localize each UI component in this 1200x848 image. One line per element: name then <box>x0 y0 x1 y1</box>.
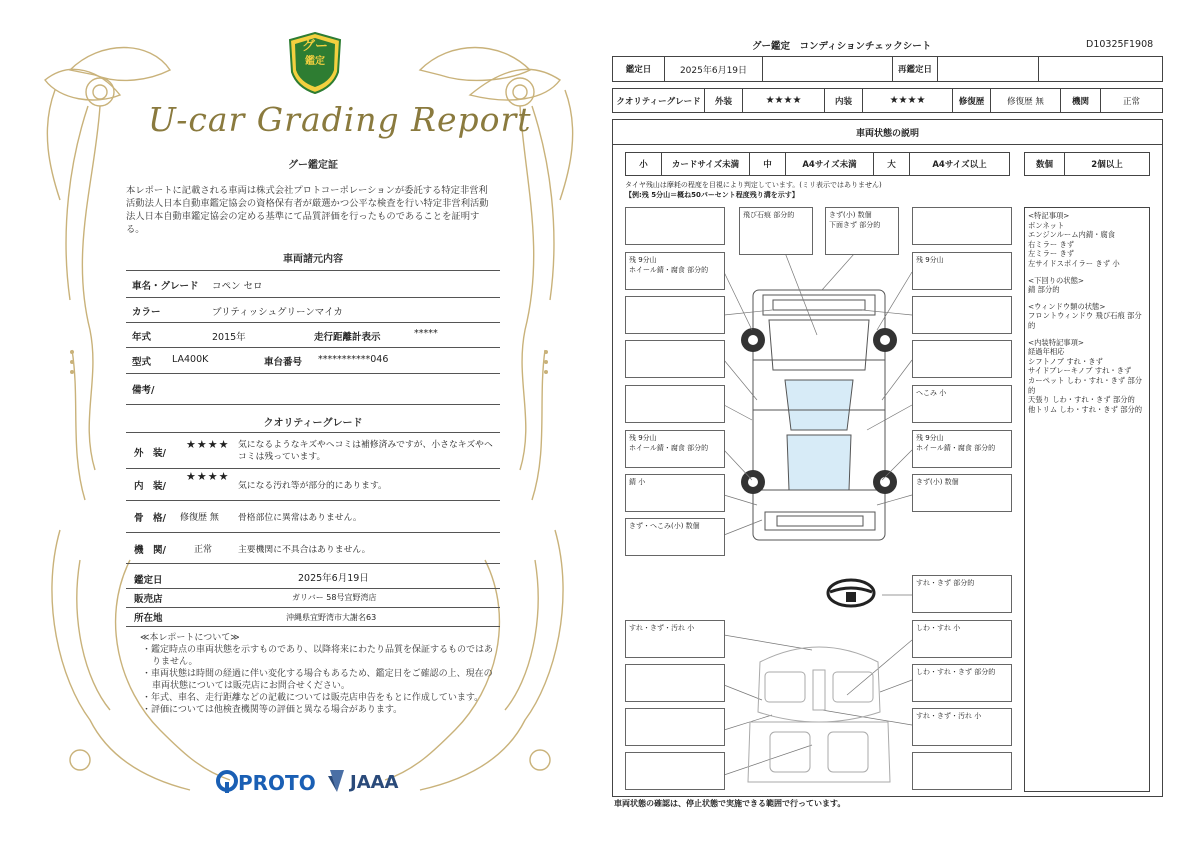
quality-grade-row <box>612 88 1163 113</box>
grade-label: クオリティーグレード <box>613 89 705 112</box>
engine-value: 正常 <box>194 545 213 555</box>
note-item: ・車両状態は時間の経過に伴い変化する場合もあるため、鑑定日をご確認の上、現在の車両状態については販売店にお問合せください。 <box>142 669 493 691</box>
detail-box <box>912 296 1012 334</box>
history-label: 修復歴 <box>953 89 991 112</box>
interior-stars: ★★★★ <box>863 89 953 112</box>
cert-text: 本レポートに記載される車両は株式会社プロトコーポレーションが委託する特定非営利活動法人日本自動車鑑定協会の資格保有者が厳選かつ公平な検査を行い特定非営利活動法人日本自動車鑑定協会の定める基準にて品質評価を行ったものであることを証明する。 <box>126 185 489 235</box>
detail-box <box>625 207 725 245</box>
model-label: 型式 <box>132 357 152 368</box>
shop-value: ガリバー 58号宜野湾店 <box>292 593 377 602</box>
date-label: 鑑定日 <box>134 575 163 586</box>
detail-box-int-right-3: すれ・きず・汚れ 小 <box>912 708 1012 746</box>
condition-title: 車両状態の説明 <box>855 129 919 139</box>
name-label: 車名・グレード <box>132 281 199 292</box>
spec-row-model <box>126 347 500 374</box>
info-row-address <box>126 607 500 627</box>
proto-text: PROTO <box>238 771 316 795</box>
spec-row-name <box>126 270 500 298</box>
group-item: 左ミラー きず <box>1028 249 1075 259</box>
interior-stars: ★★★★ <box>186 470 230 483</box>
color-value: ブリティッシュグリーンマイカ <box>212 307 343 318</box>
info-row-shop <box>126 588 500 608</box>
legend-small: 小 <box>626 153 662 175</box>
group-item: ボンネット <box>1028 220 1065 230</box>
group-title: <下回りの状態> <box>1028 275 1085 285</box>
date-label: 鑑定日 <box>613 57 665 81</box>
interior-text: 気になる汚れ等が部分的にあります。 <box>238 481 387 491</box>
group-item: 左サイドスポイラー きず 小 <box>1028 258 1120 268</box>
proto-mark-icon <box>216 770 238 794</box>
remarks-label: 備考/ <box>132 385 155 396</box>
empty-cell <box>763 57 893 81</box>
detail-box <box>625 296 725 334</box>
reappraisal-label: 再鑑定日 <box>893 57 938 81</box>
detail-box <box>625 340 725 378</box>
detail-box-left-rear: 錆 小 <box>625 474 725 512</box>
detail-box-right-rear-tire: 残 9分山 ホイール錆・腐食 部分的 <box>912 430 1012 468</box>
notes-group-underbody <box>1028 276 1146 295</box>
legend-count-desc: 2個以上 <box>1091 160 1123 170</box>
detail-box-left-front-tire: 残 9分山 ホイール錆・腐食 部分的 <box>625 252 725 290</box>
exterior-label: 外 装/ <box>134 448 166 459</box>
detail-box <box>625 752 725 790</box>
note-item: ・年式、車名、走行距離などの記載については販売店申告をもとに作成しています。 <box>142 693 484 703</box>
group-title: <特記事項> <box>1028 211 1070 220</box>
detail-box-rear-bumper: きず・へこみ(小) 数個 <box>625 518 725 556</box>
legend-medium: 中 <box>750 153 786 175</box>
group-title: <ウィンドウ類の状態> <box>1028 301 1106 311</box>
detail-box-front-glass: 飛び石痕 部分的 <box>739 207 813 255</box>
address-label: 所在地 <box>134 613 163 624</box>
color-label: カラー <box>132 307 161 318</box>
count-legend <box>1024 152 1150 176</box>
notes-title: ≪本レポートについて≫ <box>140 633 240 643</box>
detail-box <box>912 752 1012 790</box>
note-item: ・評価については他検査機関等の評価と異なる場合があります。 <box>142 705 403 715</box>
group-item: サイドブレーキノブ すれ・きず <box>1028 366 1132 376</box>
date-value: 2025年6月19日 <box>665 57 763 81</box>
detail-box-right-door: へこみ 小 <box>912 385 1012 423</box>
cert-title: グー鑑定証 <box>288 160 338 171</box>
detail-box-int-right-1: しわ・すれ 小 <box>912 620 1012 658</box>
notes-group-general <box>1028 211 1146 269</box>
exterior-stars: ★★★★ <box>186 438 230 451</box>
tire-note-1: タイヤ残山は摩耗の程度を目視により判定しています。(ミリ表示ではありません) <box>625 181 882 189</box>
quality-row-exterior <box>126 432 500 469</box>
group-item: 錆 部分的 <box>1028 285 1060 295</box>
logo-text-top: グー <box>301 39 328 54</box>
frame-label: 骨 格/ <box>134 513 166 524</box>
frame-text: 骨格部位に異常はありません。 <box>238 513 362 523</box>
footer-note: 車両状態の確認は、停止状態で実施できる範囲で行っています。 <box>614 799 846 808</box>
report-script-title: U-car Grading Report <box>148 100 532 139</box>
engine-text: 主要機関に不具合はありません。 <box>238 545 371 555</box>
group-item: 天張り しわ・すれ・きず 部分的 <box>1028 395 1135 405</box>
detail-box <box>625 385 725 423</box>
chassis-value: ***********046 <box>318 354 389 365</box>
detail-box-dashboard: すれ・きず・汚れ 小 <box>625 620 725 658</box>
goo-appraisal-logo <box>288 32 342 94</box>
group-item: 経過年相応 <box>1028 347 1065 357</box>
jaaa-text: JAAA <box>350 772 399 793</box>
history-value: 修復歴 無 <box>991 89 1061 112</box>
group-title: <内装特記事項> <box>1028 337 1085 347</box>
spec-row-year <box>126 322 500 348</box>
logo-text-bottom: 鑑定 <box>305 56 325 67</box>
engine-value: 正常 <box>1122 96 1140 107</box>
year-label: 年式 <box>132 332 152 343</box>
detail-box <box>625 708 725 746</box>
interior-label: 内 装/ <box>134 481 166 492</box>
date-value: 2025年6月19日 <box>298 573 369 584</box>
legend-large-desc: A4サイズ以上 <box>932 160 987 170</box>
detail-box <box>912 340 1012 378</box>
detail-box-front-bumper: きず(小) 数個 下面きず 部分的 <box>825 207 899 255</box>
spec-row-color <box>126 297 500 323</box>
info-row-date <box>126 563 500 589</box>
legend-medium-desc: A4サイズ未満 <box>786 153 874 175</box>
tire-note-2: 【例:残 5分山＝概ね50パーセント程度残り溝を示す】 <box>625 191 799 199</box>
group-item: エンジンルーム内錆・腐食 <box>1028 230 1116 240</box>
frame-value: 修復歴 無 <box>180 513 219 523</box>
notes-group-windows <box>1028 302 1146 331</box>
engine-label: 機関 <box>1061 89 1101 112</box>
quality-title: クオリティーグレード <box>263 418 363 429</box>
quality-row-engine <box>126 532 500 564</box>
shop-label: 販売店 <box>134 594 163 605</box>
report-notes <box>140 632 500 716</box>
detail-box <box>912 207 1012 245</box>
group-item: 他トリム しわ・すれ・きず 部分的 <box>1028 404 1143 414</box>
detail-box-right-rear: きず(小) 数個 <box>912 474 1012 512</box>
detail-box-left-rear-tire: 残 9分山 ホイール錆・腐食 部分的 <box>625 430 725 468</box>
chassis-label: 車台番号 <box>264 357 303 368</box>
appraisal-date-row <box>612 56 1163 82</box>
exterior-stars: ★★★★ <box>743 89 825 112</box>
year-value: 2015年 <box>212 332 246 343</box>
special-notes-panel <box>1024 207 1150 792</box>
interior-label: 内装 <box>825 89 863 112</box>
model-value: LA400K <box>172 354 209 365</box>
engine-label: 機 関/ <box>134 545 166 556</box>
group-item: シフトノブ すれ・きず <box>1028 356 1103 366</box>
quality-row-interior <box>126 468 500 501</box>
quality-row-frame <box>126 500 500 533</box>
empty-cell <box>938 57 1039 81</box>
notes-group-interior <box>1028 338 1146 415</box>
exterior-label: 外装 <box>705 89 743 112</box>
mileage-value: ***** <box>414 328 438 339</box>
legend-large: 大 <box>874 153 910 175</box>
size-legend <box>625 152 1010 176</box>
detail-box <box>625 664 725 702</box>
detail-box-steering: すれ・きず 部分的 <box>912 575 1012 613</box>
address-value: 沖縄県宜野湾市大謝名63 <box>286 613 377 622</box>
sheet-title: グー鑑定 コンディションチェックシート <box>752 41 932 52</box>
legend-count: 数個 <box>1025 153 1065 175</box>
mileage-label: 走行距離計表示 <box>314 332 381 343</box>
spec-title: 車両諸元内容 <box>283 254 343 265</box>
spec-row-remarks <box>126 373 500 405</box>
steering-wheel-icon <box>826 578 876 608</box>
sheet-id: D10325F1908 <box>1086 39 1154 50</box>
note-item: ・鑑定時点の車両状態を示すものであり、以降将来にわたり品質を保証するものではありません。 <box>142 645 494 667</box>
legend-small-desc: カードサイズ未満 <box>662 153 750 175</box>
group-item: フロントウィンドウ 飛び石痕 部分的 <box>1028 311 1142 330</box>
car-interior-diagram <box>730 632 908 792</box>
group-item: カーペット しわ・すれ・きず 部分的 <box>1028 375 1143 395</box>
name-value: コペン セロ <box>212 281 263 292</box>
detail-box-right-front-tire: 残 9分山 <box>912 252 1012 290</box>
jaaa-mark-icon <box>326 768 348 794</box>
divider <box>612 144 1163 145</box>
group-item: 右ミラー きず <box>1028 239 1075 249</box>
detail-box-int-right-2: しわ・すれ・きず 部分的 <box>912 664 1012 702</box>
exterior-text: 気になるようなキズやヘコミは補修済みですが、小さなキズやヘコミは残っています。 <box>238 440 493 462</box>
